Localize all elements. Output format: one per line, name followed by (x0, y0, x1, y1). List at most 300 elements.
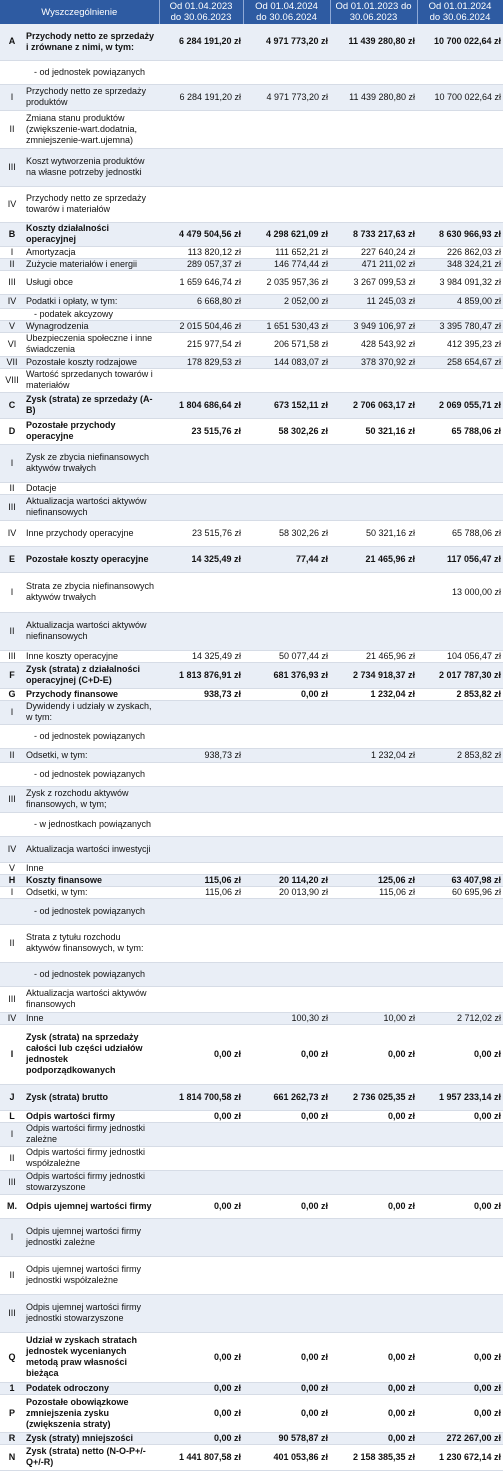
row-value-4: 1 957 233,14 zł (417, 1084, 503, 1110)
row-name: Odsetki, w tym: (24, 886, 159, 898)
table-row (0, 886, 503, 898)
row-value-4 (417, 786, 503, 812)
row-code: VIII (0, 368, 24, 392)
row-code: II (0, 924, 24, 962)
row-value-1 (159, 1012, 243, 1024)
row-value-2: 0,00 zł (243, 1194, 330, 1218)
row-value-1: 215 977,54 zł (159, 332, 243, 356)
row-value-1: 0,00 zł (159, 1110, 243, 1122)
row-value-3: 2 736 025,35 zł (330, 1084, 417, 1110)
row-code: IV (0, 1012, 24, 1024)
row-value-1 (159, 812, 243, 836)
row-code: III (0, 1294, 24, 1332)
row-name: Pozostałe koszty rodzajowe (24, 356, 159, 368)
row-name: Wynagrodzenia (24, 320, 159, 332)
row-code: D (0, 418, 24, 444)
row-value-4: 65 788,06 zł (417, 418, 503, 444)
row-value-1: 178 829,53 zł (159, 356, 243, 368)
row-value-3: 0,00 zł (330, 1332, 417, 1382)
row-value-4 (417, 368, 503, 392)
row-value-1 (159, 1146, 243, 1170)
row-value-3 (330, 110, 417, 148)
row-value-4: 258 654,67 zł (417, 356, 503, 368)
row-value-3: 2 706 063,17 zł (330, 392, 417, 418)
row-value-2 (243, 1294, 330, 1332)
row-code: L (0, 1110, 24, 1122)
table-row (0, 898, 503, 924)
row-code: I (0, 700, 24, 724)
table-row (0, 1024, 503, 1084)
row-value-4: 2 017 787,30 zł (417, 662, 503, 688)
row-value-2: 1 651 530,43 zł (243, 320, 330, 332)
row-value-1: 938,73 zł (159, 688, 243, 700)
row-value-4 (417, 612, 503, 650)
row-value-1 (159, 986, 243, 1012)
table-row (0, 392, 503, 418)
row-code: I (0, 84, 24, 110)
row-value-2 (243, 494, 330, 520)
row-code: IV (0, 186, 24, 222)
row-value-3 (330, 1256, 417, 1294)
row-value-4 (417, 986, 503, 1012)
row-code: IV (0, 294, 24, 308)
table-row (0, 786, 503, 812)
row-value-1: 6 284 191,20 zł (159, 84, 243, 110)
row-name: Zużycie materiałów i energii (24, 258, 159, 270)
row-value-3: 21 465,96 zł (330, 650, 417, 662)
table-row (0, 650, 503, 662)
row-value-3 (330, 812, 417, 836)
table-row (0, 1218, 503, 1256)
row-value-4 (417, 110, 503, 148)
table-row (0, 24, 503, 60)
row-value-1 (159, 836, 243, 862)
row-code: III (0, 986, 24, 1012)
row-value-3: 115,06 zł (330, 886, 417, 898)
row-value-2: 58 302,26 zł (243, 520, 330, 546)
row-value-4: 65 788,06 zł (417, 520, 503, 546)
row-value-2: 673 152,11 zł (243, 392, 330, 418)
row-name: Pozostałe przychody operacyjne (24, 418, 159, 444)
row-value-4: 2 069 055,71 zł (417, 392, 503, 418)
row-value-2: 20 013,90 zł (243, 886, 330, 898)
row-value-1 (159, 1170, 243, 1194)
row-code: II (0, 748, 24, 762)
row-code (0, 962, 24, 986)
row-value-3: 471 211,02 zł (330, 258, 417, 270)
row-value-3: 2 158 385,35 zł (330, 1444, 417, 1470)
row-value-4 (417, 962, 503, 986)
row-name: Koszt wytworzenia produktów na własne potrzeby jednostki (24, 148, 159, 186)
row-value-3 (330, 898, 417, 924)
row-name: Wartość sprzedanych towarów i materiałów (24, 368, 159, 392)
row-value-1: 1 804 686,64 zł (159, 392, 243, 418)
row-name: Udział w zyskach stratach jednostek wycenianych metodą praw własności bieżąca (24, 1332, 159, 1382)
row-value-3 (330, 494, 417, 520)
row-name: Amortyzacja (24, 246, 159, 258)
row-code: I (0, 444, 24, 482)
row-value-1 (159, 482, 243, 494)
table-row (0, 270, 503, 294)
row-value-3: 1 232,04 zł (330, 688, 417, 700)
row-value-1: 14 325,49 zł (159, 650, 243, 662)
row-value-4 (417, 1122, 503, 1146)
row-value-2 (243, 762, 330, 786)
row-value-1: 113 820,12 zł (159, 246, 243, 258)
row-name: - od jednostek powiązanych (24, 60, 159, 84)
row-value-2 (243, 836, 330, 862)
row-value-2 (243, 60, 330, 84)
row-value-2: 20 114,20 zł (243, 874, 330, 886)
row-value-2: 401 053,86 zł (243, 1444, 330, 1470)
row-value-2 (243, 724, 330, 748)
table-row (0, 320, 503, 332)
row-value-4: 117 056,47 zł (417, 546, 503, 572)
row-name: Odpis wartości firmy jednostki współzależne (24, 1146, 159, 1170)
row-value-2 (243, 612, 330, 650)
row-value-4 (417, 862, 503, 874)
row-code: J (0, 1084, 24, 1110)
row-name: Aktualizacja wartości aktywów finansowych (24, 986, 159, 1012)
row-value-2: 661 262,73 zł (243, 1084, 330, 1110)
row-value-3: 125,06 zł (330, 874, 417, 886)
table-row (0, 1012, 503, 1024)
table-row (0, 612, 503, 650)
table-row (0, 862, 503, 874)
row-name: Dywidendy i udziały w zyskach, w tym: (24, 700, 159, 724)
row-code: I (0, 572, 24, 612)
row-value-4: 10 700 022,64 zł (417, 24, 503, 60)
row-code: III (0, 1170, 24, 1194)
row-value-2: 50 077,44 zł (243, 650, 330, 662)
row-value-3: 50 321,16 zł (330, 520, 417, 546)
row-value-4 (417, 60, 503, 84)
row-value-4 (417, 444, 503, 482)
row-value-4 (417, 724, 503, 748)
row-value-4: 2 712,02 zł (417, 1012, 503, 1024)
row-code (0, 898, 24, 924)
row-value-1: 115,06 zł (159, 886, 243, 898)
table-row (0, 1122, 503, 1146)
row-value-4: 272 267,00 zł (417, 1432, 503, 1444)
row-value-2: 0,00 zł (243, 688, 330, 700)
row-value-2: 681 376,93 zł (243, 662, 330, 688)
row-value-3 (330, 1170, 417, 1194)
table-row (0, 1382, 503, 1394)
table-row (0, 186, 503, 222)
row-value-4: 104 056,47 zł (417, 650, 503, 662)
row-value-3: 3 267 099,53 zł (330, 270, 417, 294)
row-name: Przychody netto ze sprzedaży towarów i materiałów (24, 186, 159, 222)
row-value-1: 0,00 zł (159, 1394, 243, 1432)
row-value-4: 0,00 zł (417, 1194, 503, 1218)
row-value-2: 144 083,07 zł (243, 356, 330, 368)
row-value-1 (159, 898, 243, 924)
row-name: Odpis ujemnej wartości firmy jednostki zależne (24, 1218, 159, 1256)
table-row (0, 1194, 503, 1218)
row-value-2 (243, 110, 330, 148)
row-name: Zysk z rozchodu aktywów finansowych, w tym; (24, 786, 159, 812)
table-row (0, 332, 503, 356)
row-code: I (0, 1218, 24, 1256)
row-value-4: 8 630 966,93 zł (417, 222, 503, 246)
row-value-3: 0,00 zł (330, 1194, 417, 1218)
row-value-3 (330, 962, 417, 986)
row-name: Przychody netto ze sprzedaży produktów (24, 84, 159, 110)
row-value-1 (159, 60, 243, 84)
row-value-3 (330, 1146, 417, 1170)
row-value-1: 23 515,76 zł (159, 520, 243, 546)
row-name: Inne (24, 1012, 159, 1024)
table-row (0, 222, 503, 246)
table-body (0, 24, 503, 1470)
row-value-2 (243, 962, 330, 986)
row-value-2 (243, 308, 330, 320)
row-value-2: 146 774,44 zł (243, 258, 330, 270)
header-row (0, 0, 503, 24)
table-row (0, 924, 503, 962)
row-value-4: 10 700 022,64 zł (417, 84, 503, 110)
row-name: Zysk (strata) na sprzedaży całości lub części udziałów jednostek podporządkowanych (24, 1024, 159, 1084)
table-row (0, 1084, 503, 1110)
row-value-1: 938,73 zł (159, 748, 243, 762)
row-value-3: 11 439 280,80 zł (330, 24, 417, 60)
row-code: III (0, 650, 24, 662)
row-value-1 (159, 186, 243, 222)
row-value-2: 0,00 zł (243, 1110, 330, 1122)
row-value-2 (243, 986, 330, 1012)
row-value-3 (330, 700, 417, 724)
table-row (0, 60, 503, 84)
row-name: Aktualizacja wartości inwestycji (24, 836, 159, 862)
row-name: Strata ze zbycia niefinansowych aktywów trwałych (24, 572, 159, 612)
row-code (0, 724, 24, 748)
row-value-1: 1 441 807,58 zł (159, 1444, 243, 1470)
row-value-3 (330, 724, 417, 748)
row-value-3 (330, 572, 417, 612)
table-row (0, 418, 503, 444)
row-value-4: 3 395 780,47 zł (417, 320, 503, 332)
row-name: Przychody netto ze sprzedaży i zrównane z nimi, w tym: (24, 24, 159, 60)
row-value-3: 10,00 zł (330, 1012, 417, 1024)
row-value-4 (417, 186, 503, 222)
row-value-2 (243, 898, 330, 924)
row-value-1 (159, 962, 243, 986)
row-value-2: 90 578,87 zł (243, 1432, 330, 1444)
row-value-3 (330, 1122, 417, 1146)
row-value-3: 8 733 217,63 zł (330, 222, 417, 246)
table-row (0, 368, 503, 392)
row-value-2 (243, 572, 330, 612)
table-row (0, 520, 503, 546)
row-value-2 (243, 748, 330, 762)
row-value-4 (417, 1170, 503, 1194)
row-name: Zysk (strata) z działalności operacyjnej (C+D-E) (24, 662, 159, 688)
row-value-3 (330, 924, 417, 962)
row-value-3: 428 543,92 zł (330, 332, 417, 356)
row-value-1 (159, 1294, 243, 1332)
row-value-1: 1 813 876,91 zł (159, 662, 243, 688)
row-value-1 (159, 862, 243, 874)
row-code: I (0, 1122, 24, 1146)
row-code: C (0, 392, 24, 418)
row-name: Zysk ze zbycia niefinansowych aktywów trwałych (24, 444, 159, 482)
row-value-4 (417, 1146, 503, 1170)
table-row (0, 494, 503, 520)
row-value-2: 58 302,26 zł (243, 418, 330, 444)
row-value-4: 63 407,98 zł (417, 874, 503, 886)
row-code: A (0, 24, 24, 60)
row-value-2 (243, 924, 330, 962)
row-value-1: 1 814 700,58 zł (159, 1084, 243, 1110)
row-code: V (0, 320, 24, 332)
row-value-3 (330, 308, 417, 320)
row-name: Ubezpieczenia społeczne i inne świadczenia (24, 332, 159, 356)
row-value-2 (243, 186, 330, 222)
row-name: Odsetki, w tym: (24, 748, 159, 762)
row-value-1 (159, 1122, 243, 1146)
row-value-3 (330, 1218, 417, 1256)
row-value-2: 2 035 957,36 zł (243, 270, 330, 294)
row-code: I (0, 886, 24, 898)
row-name: Odpis ujemnej wartości firmy (24, 1194, 159, 1218)
row-value-1 (159, 110, 243, 148)
row-name: Odpis wartości firmy (24, 1110, 159, 1122)
row-value-4: 412 395,23 zł (417, 332, 503, 356)
row-value-1: 289 057,37 zł (159, 258, 243, 270)
table-row (0, 546, 503, 572)
row-value-1 (159, 148, 243, 186)
row-value-4: 0,00 zł (417, 1394, 503, 1432)
row-value-1 (159, 724, 243, 748)
row-value-3 (330, 60, 417, 84)
table-row (0, 246, 503, 258)
row-code: III (0, 270, 24, 294)
header-period-4: Od 01.01.2024 do 30.06.2024 (417, 0, 503, 24)
row-code: IV (0, 836, 24, 862)
row-value-3: 11 439 280,80 zł (330, 84, 417, 110)
row-value-1 (159, 1218, 243, 1256)
row-name: Odpis wartości firmy jednostki zależne (24, 1122, 159, 1146)
row-value-4 (417, 1294, 503, 1332)
row-value-1: 14 325,49 zł (159, 546, 243, 572)
row-code: B (0, 222, 24, 246)
row-code: I (0, 246, 24, 258)
row-value-1 (159, 308, 243, 320)
row-code: I (0, 1024, 24, 1084)
row-code: VII (0, 356, 24, 368)
row-value-3: 227 640,24 zł (330, 246, 417, 258)
table-row (0, 962, 503, 986)
row-name: - od jednostek powiązanych (24, 962, 159, 986)
row-value-4: 0,00 zł (417, 1110, 503, 1122)
row-value-2 (243, 444, 330, 482)
row-value-1 (159, 1256, 243, 1294)
row-name: Zysk (strata) brutto (24, 1084, 159, 1110)
row-value-1: 1 659 646,74 zł (159, 270, 243, 294)
row-value-4 (417, 924, 503, 962)
row-code: II (0, 482, 24, 494)
row-name: - podatek akcyzowy (24, 308, 159, 320)
row-value-3: 0,00 zł (330, 1382, 417, 1394)
row-value-2: 100,30 zł (243, 1012, 330, 1024)
row-value-3 (330, 612, 417, 650)
row-value-3 (330, 148, 417, 186)
row-value-2 (243, 1122, 330, 1146)
row-value-3 (330, 368, 417, 392)
row-value-1: 0,00 zł (159, 1332, 243, 1382)
table-row (0, 1110, 503, 1122)
row-name: Pozostałe koszty operacyjne (24, 546, 159, 572)
row-value-2 (243, 700, 330, 724)
table-row (0, 1146, 503, 1170)
row-code: F (0, 662, 24, 688)
table-row (0, 294, 503, 308)
row-value-1: 115,06 zł (159, 874, 243, 886)
row-value-3 (330, 836, 417, 862)
row-name: - od jednostek powiązanych (24, 724, 159, 748)
row-value-1 (159, 612, 243, 650)
row-name: Strata z tytułu rozchodu aktywów finansowych, w tym: (24, 924, 159, 962)
row-code: Q (0, 1332, 24, 1382)
row-name: Koszty działalności operacyjnej (24, 222, 159, 246)
row-value-2 (243, 1218, 330, 1256)
row-code: IV (0, 520, 24, 546)
row-value-3 (330, 1294, 417, 1332)
row-name: Inne koszty operacyjne (24, 650, 159, 662)
row-code: M. (0, 1194, 24, 1218)
row-value-3: 11 245,03 zł (330, 294, 417, 308)
row-value-1 (159, 924, 243, 962)
row-value-3 (330, 786, 417, 812)
row-name: Odpis ujemnej wartości firmy jednostki stowarzyszone (24, 1294, 159, 1332)
row-value-2 (243, 862, 330, 874)
row-value-2 (243, 1146, 330, 1170)
table-row (0, 110, 503, 148)
row-value-1: 6 668,80 zł (159, 294, 243, 308)
row-value-4 (417, 836, 503, 862)
row-value-4 (417, 762, 503, 786)
row-value-2: 4 971 773,20 zł (243, 24, 330, 60)
table-row (0, 1444, 503, 1470)
row-value-3: 3 949 106,97 zł (330, 320, 417, 332)
row-code: III (0, 494, 24, 520)
row-value-1: 0,00 zł (159, 1024, 243, 1084)
row-name: Odpis wartości firmy jednostki stowarzyszone (24, 1170, 159, 1194)
table-row (0, 662, 503, 688)
row-value-3: 0,00 zł (330, 1110, 417, 1122)
row-value-3 (330, 186, 417, 222)
row-value-4: 60 695,96 zł (417, 886, 503, 898)
row-value-1: 0,00 zł (159, 1432, 243, 1444)
table-row (0, 986, 503, 1012)
row-code: III (0, 786, 24, 812)
header-period-1: Od 01.04.2023 do 30.06.2023 (159, 0, 243, 24)
table-row (0, 762, 503, 786)
header-period-3: Od 01.01.2023 do 30.06.2023 (330, 0, 417, 24)
row-value-4 (417, 482, 503, 494)
row-value-1 (159, 494, 243, 520)
table-row (0, 482, 503, 494)
row-name: Aktualizacja wartości aktywów niefinansowych (24, 612, 159, 650)
row-value-1 (159, 786, 243, 812)
row-code: P (0, 1394, 24, 1432)
table-row (0, 572, 503, 612)
row-value-1 (159, 700, 243, 724)
row-code: V (0, 862, 24, 874)
table-row (0, 356, 503, 368)
row-code: G (0, 688, 24, 700)
